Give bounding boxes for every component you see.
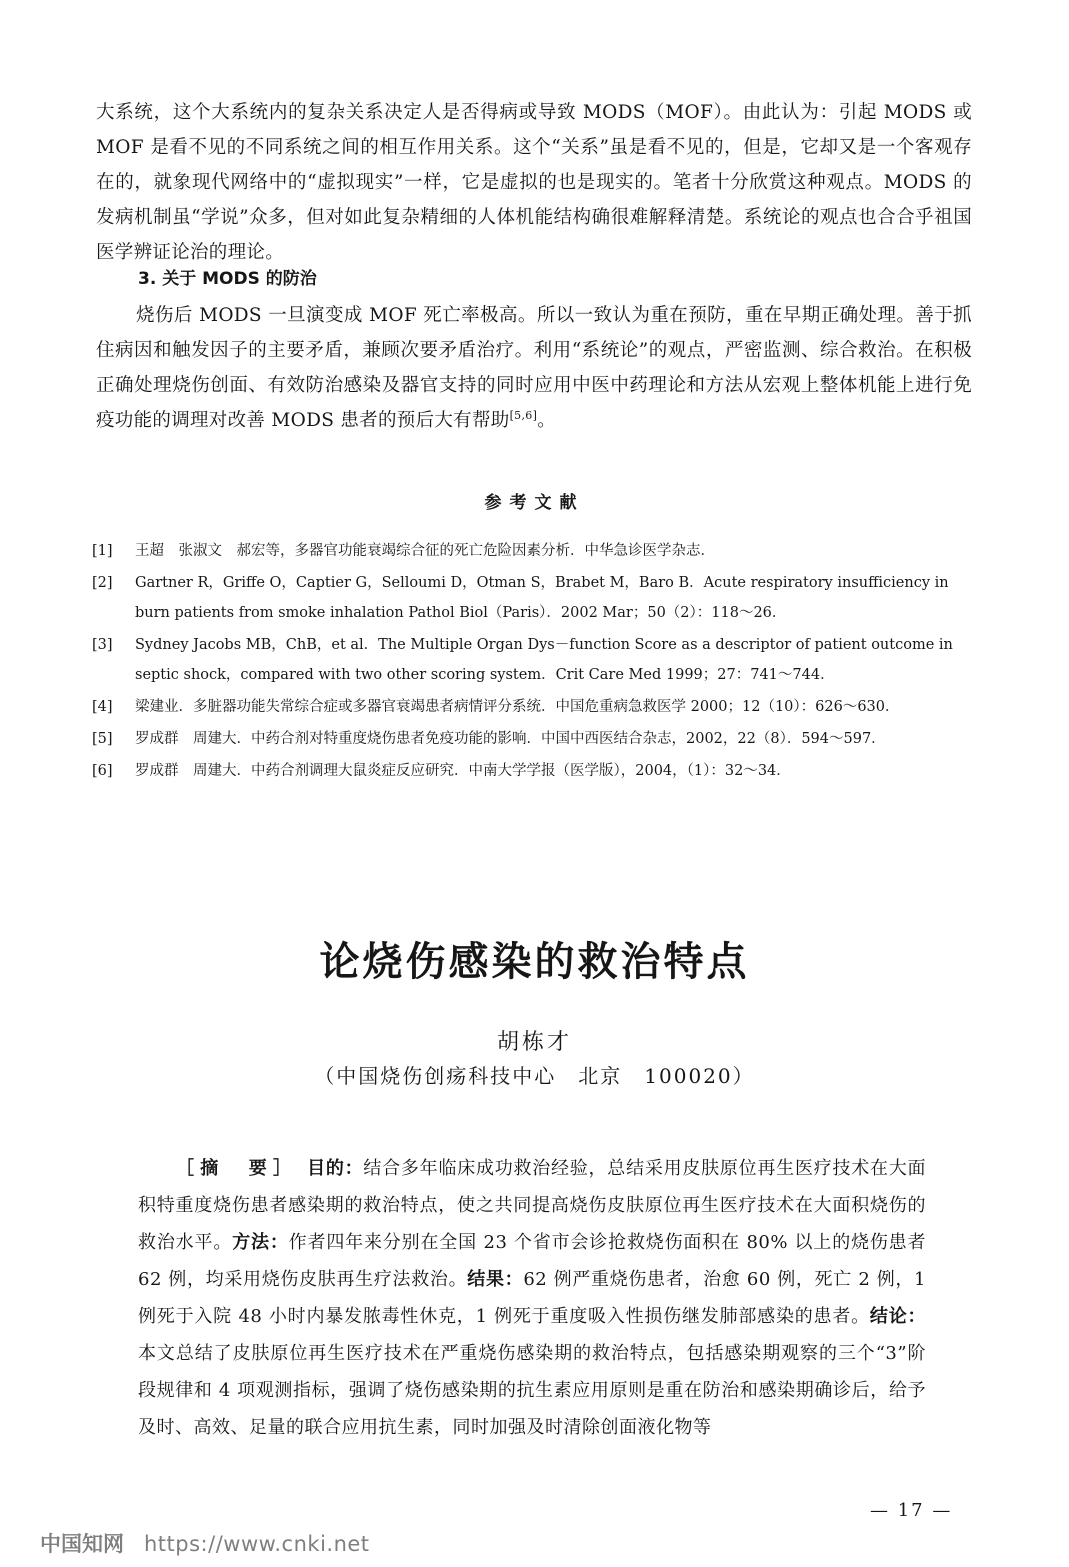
- objective-label: 目的：: [307, 1158, 364, 1179]
- reference-number: [1]: [92, 543, 113, 559]
- section-heading: 3. 关于 MODS 的防治: [138, 269, 317, 289]
- watermark-brand: 中国知网: [40, 1532, 124, 1556]
- reference-number: [2]: [92, 575, 113, 591]
- reference-item: [92, 536, 976, 566]
- objective-text: 结合多年临床成功救治经验，总结采用皮肤原位再生医疗技术在大面积特重度烧伤患者感染期的救治特点，使之共同提高烧伤皮肤原位再生医疗技术在大面积烧伤的救治水平。: [138, 1158, 927, 1253]
- watermark-url: https://www.cnki.net: [144, 1532, 370, 1556]
- abstract: [138, 1150, 926, 1446]
- reference-item: [92, 568, 976, 628]
- reference-number: [5]: [92, 731, 113, 747]
- reference-number: [3]: [92, 637, 113, 653]
- abstract-label: ［摘 要］: [176, 1158, 289, 1179]
- references-list: [92, 536, 976, 788]
- result-text: 62 例严重烧伤患者，治愈 60 例，死亡 2 例，1 例死于入院 48 小时内暴发脓毒性休克，1 例死于重度吸入性损伤继发肺部感染的患者。: [138, 1269, 927, 1327]
- reference-item: [92, 756, 976, 786]
- reference-number: [6]: [92, 763, 113, 779]
- reference-text: 罗成群 周建大．中药合剂调理大鼠炎症反应研究．中南大学学报（医学版），2004，（1）：32～34．: [135, 763, 791, 779]
- citation-superscript: [5,6]: [509, 408, 538, 422]
- reference-item: [92, 692, 976, 722]
- author-name: 胡栋才: [496, 1030, 572, 1055]
- article-title: 论烧伤感染的救治特点: [319, 939, 750, 985]
- reference-number: [4]: [92, 699, 113, 715]
- reference-item: [92, 630, 976, 690]
- reference-text: 梁建业．多脏器功能失常综合症或多器官衰竭患者病情评分系统．中国危重病急救医学 2000；12（10）：626～630．: [135, 699, 900, 715]
- paragraph-end: 。: [537, 410, 556, 431]
- cnki-watermark: [40, 1528, 370, 1558]
- method-text: 作者四年来分别在全国 23 个省市会诊抢救烧伤面积在 80% 以上的烧伤患者 62 例，均采用烧伤皮肤再生疗法救治。: [138, 1232, 927, 1290]
- reference-text: 王超 张淑文 郝宏等，多器官功能衰竭综合征的死亡危险因素分析．中华急诊医学杂志．: [135, 543, 715, 559]
- body-paragraph-prevention: [96, 298, 972, 438]
- conclusion-text: 本文总结了皮肤原位再生医疗技术在严重烧伤感染期的救治特点，包括感染期观察的三个“3”阶段规律和 4 项观测指标，强调了烧伤感染期的抗生素应用原则是重在防治和感染期确诊后，给予及时、高效、足量的联合应用抗生素，同时加强及时清除创面液化物等: [138, 1343, 926, 1438]
- page-number: — 17 —: [870, 1500, 953, 1521]
- body-paragraph-continued: 大系统，这个大系统内的复杂关系决定人是否得病或导致 MODS（MOF）。由此认为：引起 MODS 或 MOF 是看不见的不同系统之间的相互作用关系。这个“关系”虽是看不见的，但是，它却又是一个客观存在的，就象现代网络中的“虚拟现实”一样，它是虚拟的也是现实的。笔者十分欣赏这种观点。MODS 的发病机制虽“学说”众多，但对如此复杂精细的人体机能结构确很难解释清楚。系统论的观点也合合乎祖国医学辨证论治的理论。: [96, 102, 972, 263]
- reference-item: [92, 724, 976, 754]
- paragraph-text: 烧伤后 MODS 一旦演变成 MOF 死亡率极高。所以一致认为重在预防，重在早期正确处理。善于抓住病因和触发因子的主要矛盾，兼顾次要矛盾治疗。利用“系统论”的观点，严密监测、综合救治。在积极正确处理烧伤创面、有效防治感染及器官支持的同时应用中医中药理论和方法从宏观上整体机能上进行免疫功能的调理对改善 MODS 患者的预后大有帮助: [96, 305, 972, 431]
- reference-text: Sydney Jacobs MB，ChB，et al．The Multiple Organ Dys－function Score as a descriptor of patient outcome in septic shock，compared with two other scoring system．Crit Care Med 1999；27：741～744．: [135, 637, 953, 683]
- conclusion-label: 结论：: [869, 1306, 926, 1327]
- result-label: 结果：: [467, 1269, 524, 1290]
- author-affiliation: （中国烧伤创疡科技中心 北京 100020）: [314, 1064, 755, 1088]
- reference-text: Gartner R，Griffe O，Captier G，Selloumi D，Otman S，Brabet M，Baro B．Acute respiratory insufficiency in burn patients from smoke inhalation Pathol Biol（Paris）．2002 Mar；50（2）：118～26．: [135, 575, 949, 621]
- reference-text: 罗成群 周建大．中药合剂对特重度烧伤患者免疫功能的影响．中国中西医结合杂志，2002，22（8）．594～597．: [135, 731, 886, 747]
- method-label: 方法：: [232, 1232, 289, 1253]
- references-heading: 参考文献: [484, 493, 585, 513]
